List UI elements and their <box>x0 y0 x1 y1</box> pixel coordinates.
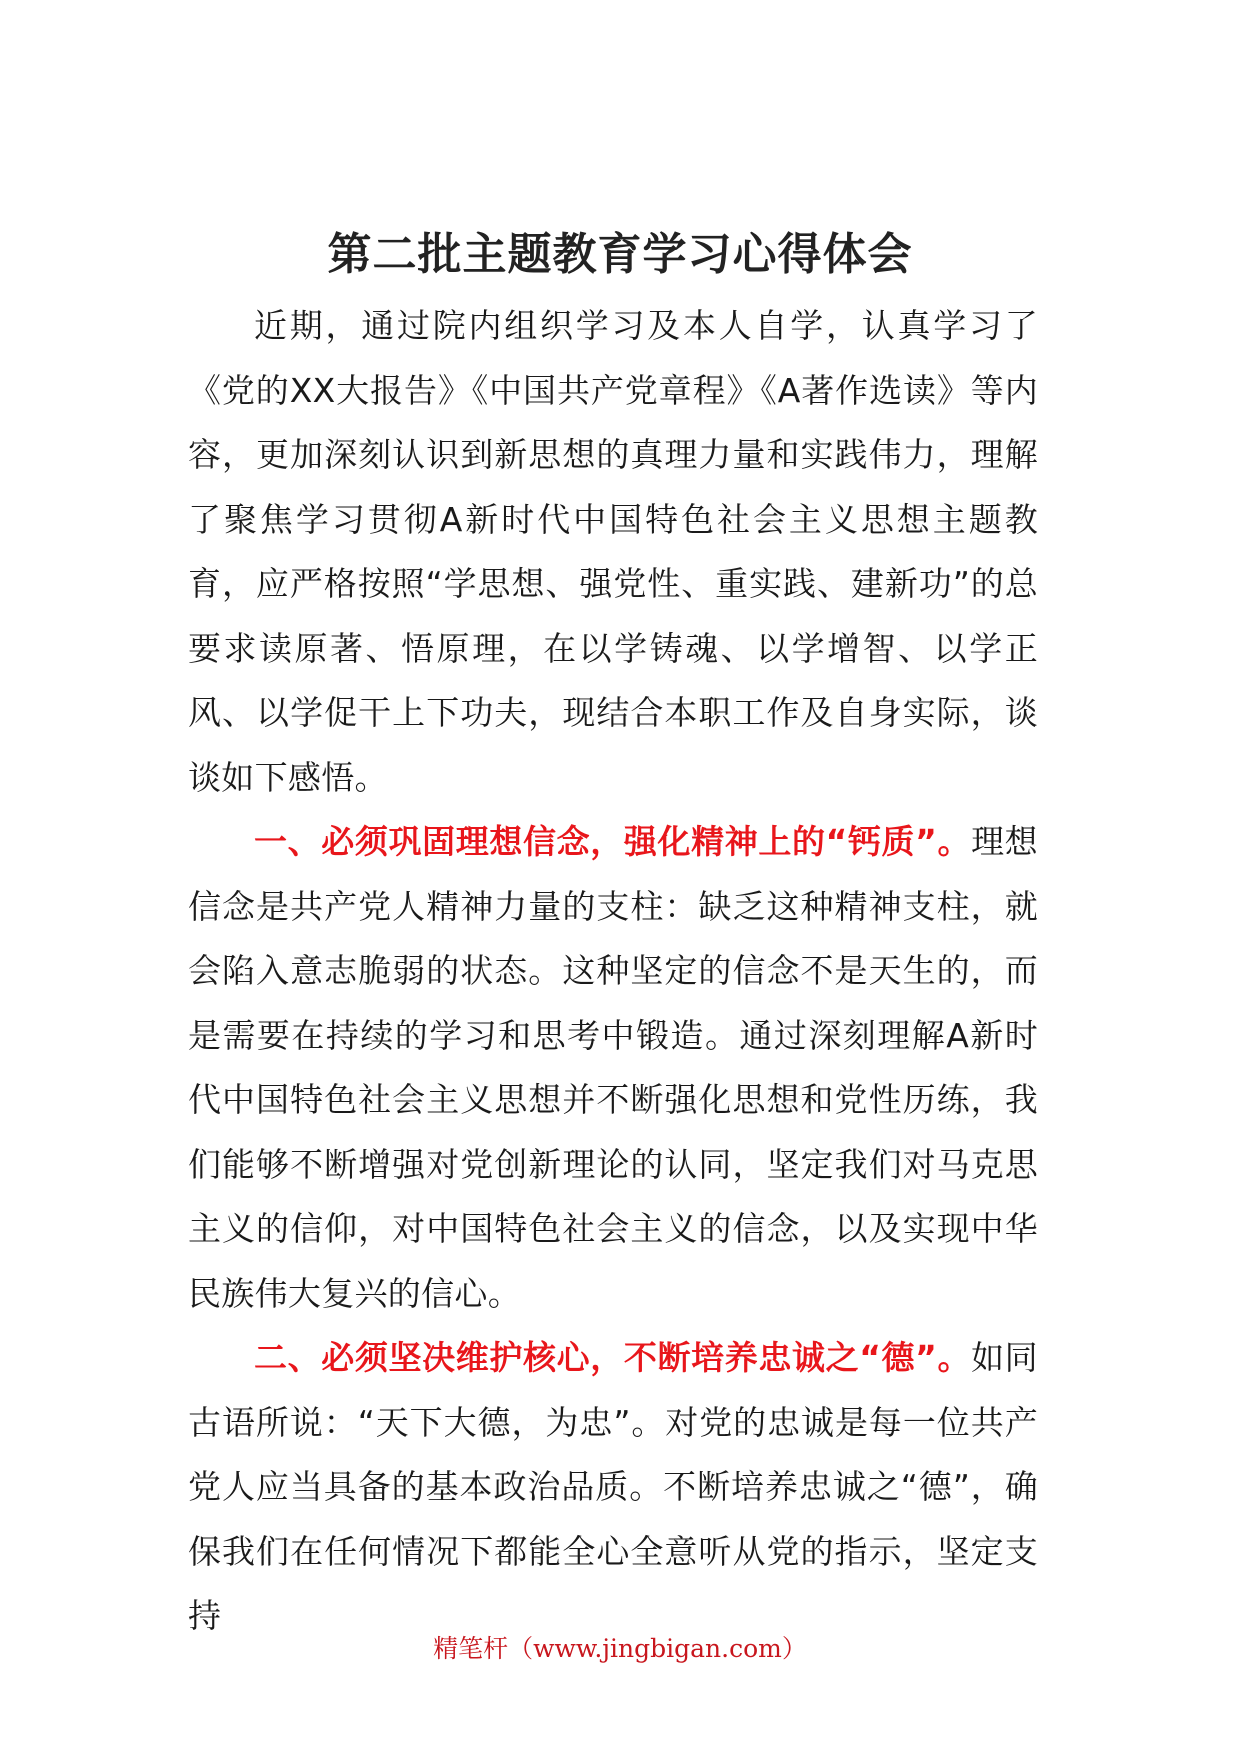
section-1-heading: 一、必须巩固理想信念，强化精神上的“钙质”。 <box>254 822 972 861</box>
paragraph-section-2 <box>188 1326 1038 1649</box>
section-1-text: 理想信念是共产党人精神力量的支柱：缺乏这种精神支柱，就会陷入意志脆弱的状态。这种坚定的信念不是天生的，而是需要在持续的学习和思考中锻造。通过深刻理解A新时代中国特色社会主义思想并不断强化思想和党性历练，我们能够不断增强对党创新理论的认同，坚定我们对马克思主义的信仰，对中国特色社会主义的信念，以及实现中华民族伟大复兴的信心。 <box>188 822 1038 1313</box>
section-2-heading: 二、必须坚决维护核心，不断培养忠诚之“德”。 <box>254 1338 972 1377</box>
footer-source: 精笔杆（www.jingbigan.com） <box>433 1634 807 1663</box>
paragraph-section-1 <box>188 810 1038 1326</box>
document-body <box>188 294 1038 1649</box>
paragraph-intro <box>188 294 1038 810</box>
section-2-text: 如同古语所说：“天下大德，为忠”。对党的忠诚是每一位共产党人应当具备的基本政治品质。不断培养忠诚之“德”，确保我们在任何情况下都能全心全意听从党的指示，坚定支持 <box>188 1338 1038 1635</box>
document-title: 第二批主题教育学习心得体会 <box>327 229 913 281</box>
paragraph-intro-text: 近期，通过院内组织学习及本人自学，认真学习了《党的XX大报告》《中国共产党章程》《A著作选读》等内容，更加深刻认识到新思想的真理力量和实践伟力，理解了聚焦学习贯彻A新时代中国特色社会主义思想主题教育，应严格按照“学思想、强党性、重实践、建新功”的总要求读原著、悟原理，在以学铸魂、以学增智、以学正风、以学促干上下功夫，现结合本职工作及自身实际，谈谈如下感悟。 <box>188 306 1038 797</box>
